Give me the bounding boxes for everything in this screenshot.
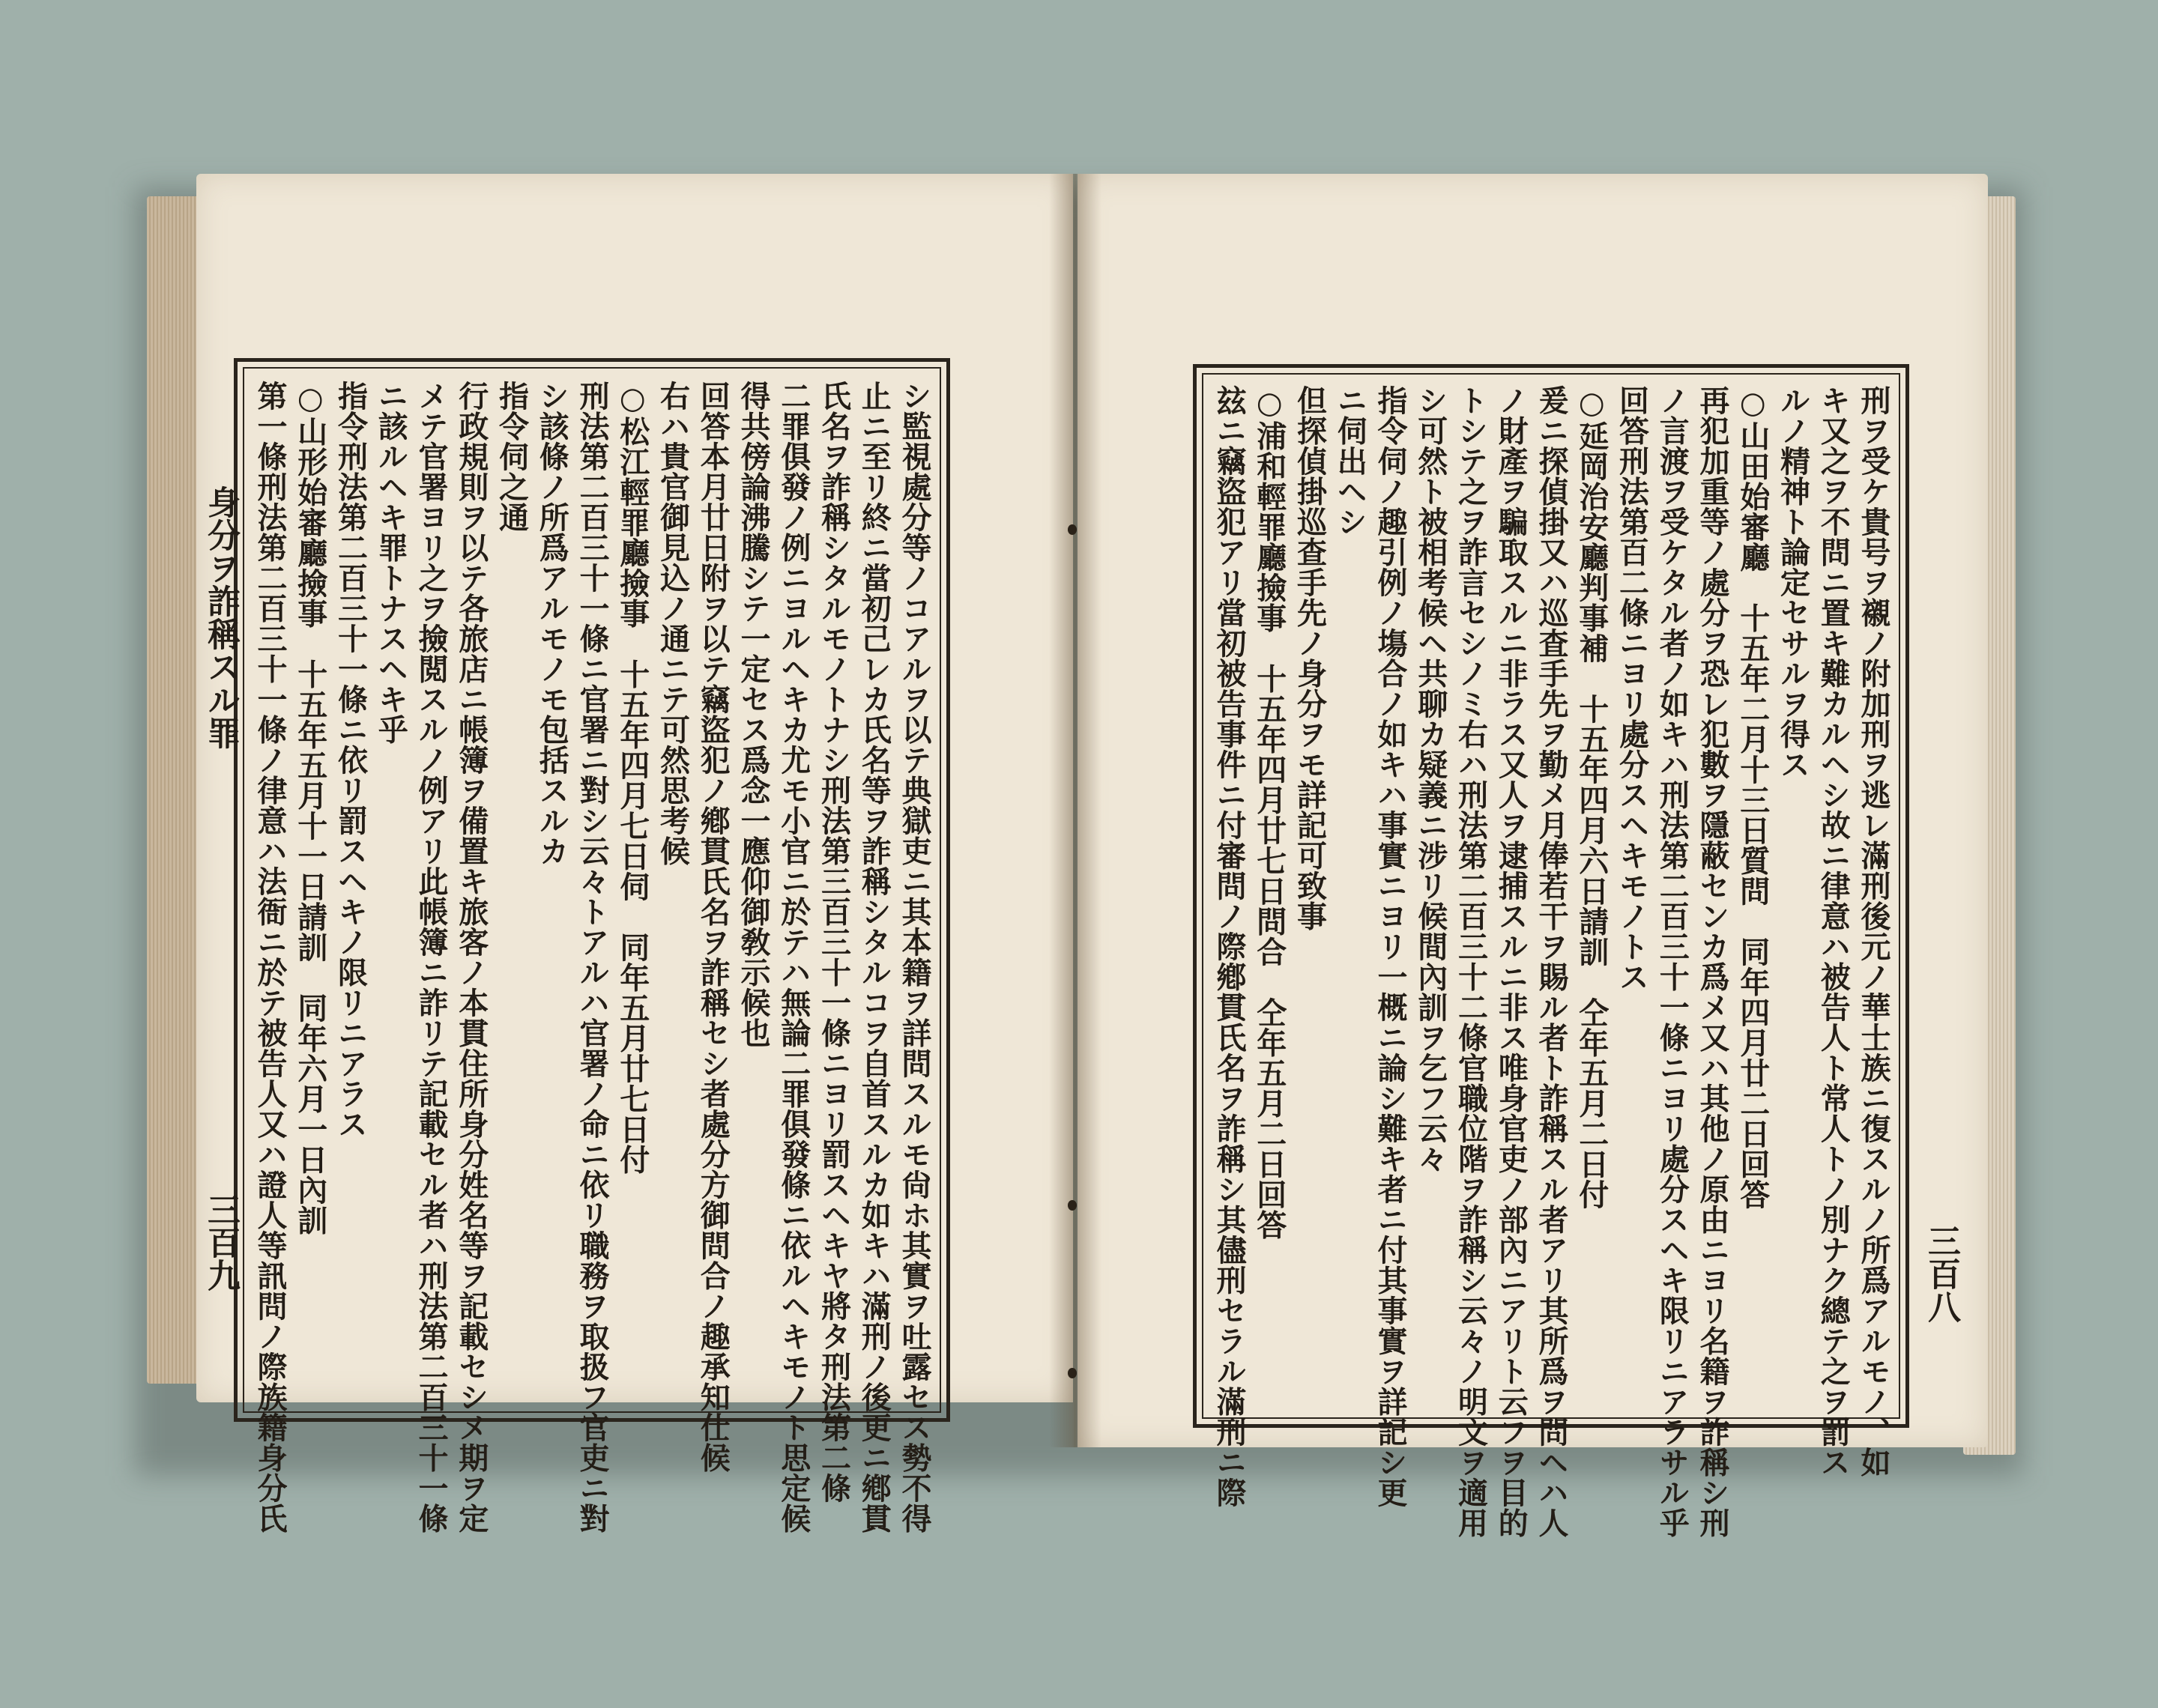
book-gutter xyxy=(1049,174,1101,1447)
text-line: 爰ニ探偵掛又ハ巡査手先ヲ勤メ月俸若干ヲ賜ル者ト詐稱スル者アリ其所爲ヲ問ヘハ人 xyxy=(1534,385,1569,1538)
text-line: 指令刑法第二百三十一條ニ依リ罰スヘキノ限リニアラス xyxy=(333,381,369,1139)
text-line: 得共傍論沸騰シテ一定セス爲念一應仰御敎示候也 xyxy=(736,381,771,1048)
text-line: 氏名ヲ詐稱シタルモノトナシ刑法第三百三十一條ニヨリ罰スヘキヤ將タ刑法第二條 xyxy=(816,381,852,1503)
text-line: ○山形始審廳撿事 十五年五月十一日請訓 同年六月一日內訓 xyxy=(292,381,328,1235)
text-line: ○延岡治安廳判事補 十五年四月六日請訓 仝年五月二日付 xyxy=(1574,385,1610,1210)
text-line: ニ該ルヘキ罪トナスヘキ乎 xyxy=(373,381,409,745)
text-line: ニ伺出ヘシ xyxy=(1332,385,1368,537)
text-line: 行政規則ヲ以テ各旅店ニ帳簿ヲ備置キ旅客ノ本貫住所身分姓名等ヲ記載セシメ期ヲ定 xyxy=(453,381,489,1533)
text-line: ノ言渡ヲ受ケタル者ノ如キハ刑法第二百三十一條ニヨリ處分スヘキ限リニアラサル乎 xyxy=(1654,385,1690,1538)
binding-stitch-hole xyxy=(1068,1200,1077,1211)
text-line: 止ニ至リ終ニ當初己レカ氏名等ヲ詐稱シタルコヲ自首スルカ如キハ滿刑ノ後更ニ鄕貫 xyxy=(856,381,892,1533)
text-line: 二罪俱發ノ例ニヨルヘキカ尤モ小官ニ於テハ無論二罪俱發條ニ依ルヘキモノト思定候 xyxy=(776,381,811,1533)
text-line: 但探偵掛巡查手先ノ身分ヲモ詳記可致事 xyxy=(1292,385,1328,931)
text-line: メテ官署ヨリ之ヲ撿閲スルノ例アリ此帳簿ニ詐リテ記載セル者ハ刑法第二百三十一條 xyxy=(414,381,449,1533)
left-page-text xyxy=(253,381,932,1533)
text-line: シ該條ノ所爲アルモノモ包括スルカ xyxy=(534,381,570,866)
text-line: シ監視處分等ノコアルヲ以テ典獄吏ニ其本籍ヲ詳問スルモ尙ホ其實ヲ吐露セス勢不得 xyxy=(897,381,932,1533)
text-line: 再犯加重等ノ處分ヲ恐レ犯數ヲ隱蔽センカ爲メ又ハ其他ノ原由ニヨリ名籍ヲ詐稱シ刑 xyxy=(1695,385,1730,1538)
text-line: ルノ精神ト論定セサルヲ得ス xyxy=(1775,385,1811,780)
right-page-text xyxy=(1212,385,1891,1538)
text-line: ○松江輕罪廳撿事 十五年四月七日伺 同年五月廿七日付 xyxy=(614,381,650,1175)
text-line: 回答刑法第百二條ニヨリ處分スヘキモノトス xyxy=(1614,385,1650,992)
text-line: 刑ヲ受ケ貴号ヲ襯ノ附加刑ヲ逃レ滿刑後元ノ華士族ニ復スルノ所爲アルモノ、如 xyxy=(1856,385,1891,1477)
text-line: ノ財產ヲ騙取スルニ非ラス又人ヲ逮捕スルニ非ス唯身官吏ノ部內ニアリト云フヲ目的 xyxy=(1493,385,1529,1538)
page-number-left: 三百九 xyxy=(202,1193,240,1291)
text-line: ○浦和輕罪廳撿事 十五年四月廿七日問合 仝年五月二日回答 xyxy=(1251,385,1287,1240)
binding-stitch-hole xyxy=(1068,524,1077,535)
running-head: 身分ヲ詐稱スル罪 xyxy=(202,485,240,749)
text-line: 指令伺之通 xyxy=(494,381,530,533)
text-line: 右ハ貴官御見込ノ通ニテ可然思考候 xyxy=(655,381,691,866)
text-line: ○山田始審廳 十五年二月十三日質問 同年四月廿二日回答 xyxy=(1735,385,1771,1210)
page-number-right: 三百八 xyxy=(1922,1224,1960,1323)
binding-stitch-hole xyxy=(1068,1368,1077,1378)
text-line: 刑法第二百三十一條ニ官署ニ對シ云々トアルハ官署ノ命ニ依リ職務ヲ取扱フ官吏ニ對 xyxy=(575,381,610,1533)
text-line: 玆ニ竊盜犯アリ當初被告事件ニ付審問ノ際鄕貫氏名ヲ詐稱シ其儘刑セラル滿刑ニ際 xyxy=(1212,385,1247,1508)
text-line: 回答本月廿日附ヲ以テ竊盜犯ノ鄕貫氏名ヲ詐稱セシ者處分方御問合ノ趣承知仕候 xyxy=(695,381,731,1473)
text-line: キ又之ヲ不問ニ置キ難カルヘシ故ニ律意ハ被告人ト常人トノ別ナク總テ之ヲ罰ス xyxy=(1816,385,1852,1477)
text-line: シ可然ト被相考候ヘ共聊カ疑義ニ涉リ候間內訓ヲ乞フ云々 xyxy=(1412,385,1448,1174)
text-line: 指令伺ノ趣引例ノ塲合ノ如キハ事實ニヨリ一概ニ論シ難キ者ニ付其事實ヲ詳記シ更 xyxy=(1373,385,1408,1508)
text-line: 第一條刑法第二百三十一條ノ律意ハ法衙ニ於テ被告人又ハ證人等訊問ノ際族籍身分氏 xyxy=(253,381,288,1533)
text-line: トシテ之ヲ詐言セシノミ右ハ刑法第二百三十二條官職位階ヲ詐稱シ云々ノ明文ヲ適用 xyxy=(1453,385,1489,1538)
